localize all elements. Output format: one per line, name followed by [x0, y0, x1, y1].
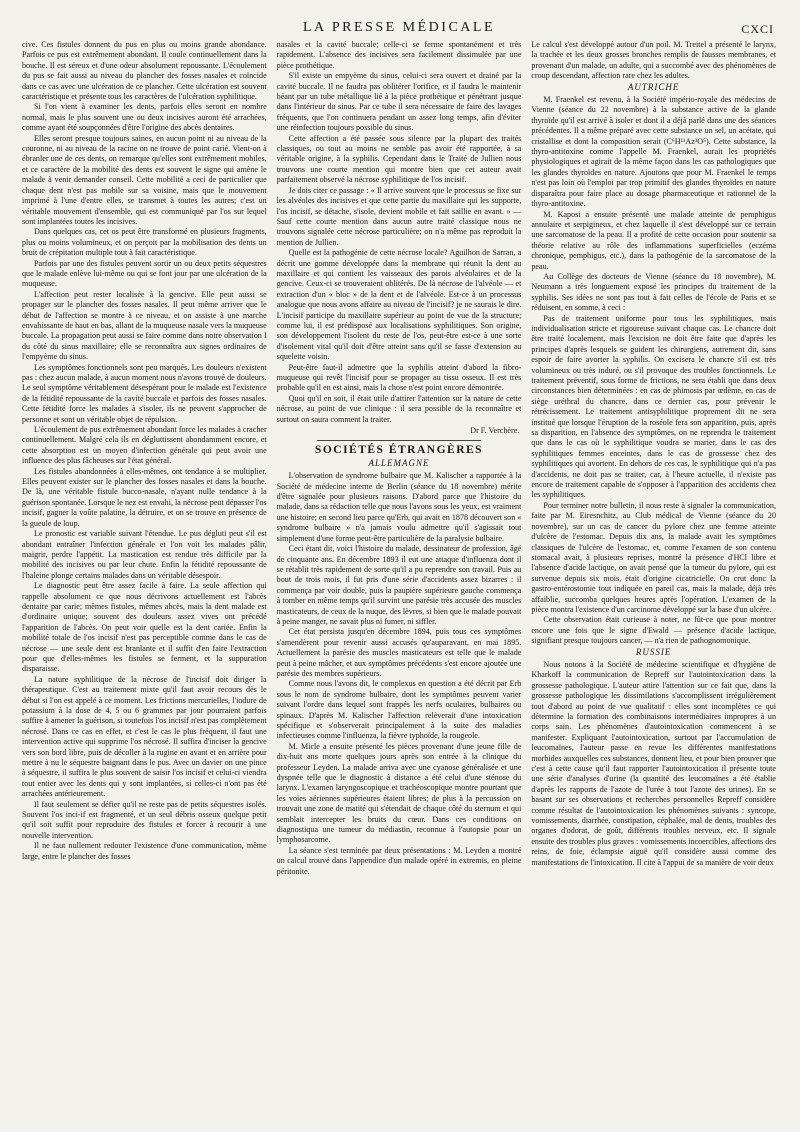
paragraph: L'observation de syndrome bulbaire que M. Kalischer a rapportée à la Société de médecine interne de Berlin (séance du 18 novembre) mérite d'être signalée pour plusieurs raisons. D'abord parce que l'histoire du malade, dans sa rédaction telle que nous l'avons sous les yeux, est vraiment une histoire; en second lieu parce qu'Erb, qui avait en 1878 découvert son « syndrome bulbaire » n'a jamais voulu admettre qu'il s'agissait tout simplement d'une forme peut-être particulière de la paralysie bulbaire. [276, 471, 522, 543]
paragraph: Il ne faut nullement redouter l'existence d'une communication, même large, entre le plancher des fosses [22, 841, 267, 861]
paragraph: Les symptômes fonctionnels sont peu marqués. Les douleurs n'existent pas : chez aucun malade, à aucun moment nous n'avons trouvé de douleurs. Le seul symptôme véritablement désespérant pour le malade est l'existence de la fétidité repoussante de la cavité buccale et parfois des fosses nasales. Cette fétidité force les malades à s'isoler, ils ne peuvent s'approcher de personne et sont un véritable objet de répulsion. [22, 362, 267, 424]
column-2 [277, 40, 522, 1120]
journal-title: LA PRESSE MÉDICALE [302, 20, 495, 35]
paragraph: L'écoulement de pus extrêmement abondant force les malades à cracher continuellement. Malgré cela ils en dégluttissent abondamment encore, et cette absorption est un moyen d'infection générale qui peut avoir une influence des plus fâcheuses sur l'état général. [22, 425, 267, 466]
section-divider [317, 440, 482, 441]
subsection-autriche: AUTRICHE [627, 81, 680, 92]
paragraph: Cette affection a été passée sous silence par la plupart des traités classiques, ou tout au moins ne semble pas avoir été rapportée, à sa véritable origine, à la syphilis. Cependant dans le Traité de Jullien nous trouvons une courte mention qui montre bien que cet auteur avait parfaitement observé la nécrose syphilitique de l'os incisif. [276, 133, 522, 185]
paragraph: Si l'on vient à examiner les dents, parfois elles seront en nombre normal, mais le plus souvent une ou deux incisives auront été arrachées, comme ayant été soupçonnées d'être l'origine des abcès dentaires. [22, 102, 267, 133]
paragraph: Nous notons à la Société de médecine scientifique et d'hygiène de Kharkoff la communication de Repreff sur l'autointoxication dans la grossesse pathologique. L'auteur attire l'attention sur ce fait que, dans la grossesse pathologique les dissimilations s'accomplissent irrégulièrement tout d'abord au point de vue qualitatif : elles sont incomplètes ce qui détermine la formation des combinaisons intermédiaires impropres à un corps sain. Les phénomènes d'autointoxication commencent à se manifester. Expliquant l'autointoxication, surtout par l'accumulation de leucomaïnes, l'auteur passe en revue les différentes manifestations morbides auxquelles ces substances, donnent lieu, et pour bien prouver que c'est à cette cause qu'il faut rapporter l'autointoxication il présente toute une série d'analyses d'urine (la quantité des leucomaïnes a été établie d'après les rapports de l'azote de l'urée à tout l'azote des urines). En se basant sur ses observations et recherches personnelles Repreff considère comme résultat de l'autointoxication les phénomènes suivants : syncope, vomissements, diarrhée, constipation, céphalée, mal de dents, troubles des organes d'odorat, de goût, différents troubles nerveux, etc. Il signale ensuite des troubles plus graves : vomissements incoercibles, affections des reins, de foie, éclampsie aiguë qu'il considère aussi comme des manifestations de l'intoxication. Il cite à l'appui de sa manière de voir deux [531, 659, 777, 867]
section-title-societes: SOCIÉTÉS ÉTRANGÈRES [314, 444, 484, 457]
paragraph: Ceci étant dit, voici l'histoire du malade, dessinateur de profession, âgé de cinquante ans. En décembre 1893 il eut une attaque d'influenza dont il se rétablit très rapidement de sorte qu'il a pu reprendre son travail. Puis au bout de trois mois, il fut pris d'une série d'accidents assez bizarres : il commença par voir double, puis la paupière supérieure gauche commença à tomber en même temps qu'il survint une parésie très accusée des muscles masticateurs, de ceux de la nuque, des lèvres, si bien que le malade pouvait à peine manger, ne savait plus ni fumer, ni siffler. [276, 544, 522, 626]
paragraph: M. Kaposi a ensuite présenté une malade atteinte de pemphigus annulaire et serpigineux, et chez laquelle il s'est développé sur ce terrain une sarcomatose de la peau. Il a profité de cette occasion pour soutenir sa théorie relative au rôle des inflammations superficielles (eczéma chronique, pemphigus, etc.), dans la pathogénie de la sarcomatose de la peau. [531, 209, 777, 271]
paragraph: Quelle est la pathogénie de cette nécrose locale? Aguilhon de Sarran, a décrit une gomme développée dans la membrane qui réunit la dent au maxillaire et qui contient les vaisseaux des parois alvéolaires et de la gencive. Ceux-ci se trouveraient oblitérés. De là nécrose de l'alvéole — et extraction d'un « bloc » de la dent et de l'alvéole. Est-ce à un processus analogue que nous avons affaire au niveau de l'incisif? je ne saurais le dire. L'incisif participe du maxillaire supérieur au point de vue de la structure; comme lui, il est prédisposé aux localisations syphilitiques. Son origine, son développement l'isolent du reste de l'os, peut-être est-ce à une sorte d'isolement vital qu'il doit d'être atteint sans qu'il se fasse d'extension au squelette voisin. [276, 248, 522, 362]
column-3 [531, 40, 776, 1120]
subsection-allemagne: ALLEMAGNE [368, 457, 430, 468]
paragraph: cive. Ces fistules donnent du pus en plus ou moins grande abondance. Parfois ce pus est extrêmement abondant. Il coule continuellement dans la bouche. Il est séreux et d'une odeur absolument repoussante. L'écoulement du pus se fait aussi au niveau du plancher des fosses nasales et coïncide dans ce cas avec une ulcération de ce plancher. Cette ulcération est souvent caractéristique et présente tous les caractères de l'ulcération syphilitique. [22, 40, 267, 102]
paragraph: S'il existe un empyème du sinus, celui-ci sera ouvert et drainé par la cavité buccale. Il ne faudra pas oblitérer l'orifice, et il faudra le maintenir béant par un tube métallique lié à la pièce prothétique et pénétrant jusque dans l'intérieur du sinus. Par ce tube il sera nécessaire de faire des lavages fréquents, que l'on continuera pendant un assez long temps, afin d'éviter une réinfection toujours possible du sinus. [276, 71, 522, 133]
paragraph: Le diagnostic peut être assez facile à faire. La seule affection qui rappelle absolument ce que nous décrivons actuellement est l'abcès dentaire par carie; mêmes fistules, mêmes abcès, mais la dent malade est d'ordinaire unique; souvent des douleurs assez vives ont précédé l'apparition de l'abcès. On peut voir quelle est la dent cariée. Enfin la mobilité totale de l'os incisif n'est pas perceptible comme dans le cas de nécrose — une seule dent est branlante et il suffit d'en faire l'extraction pour que d'elles-mêmes les fistules se ferment, et la suppuration disparaisse. [22, 581, 267, 674]
paragraph: Parfois par une des fistules peuvent sortir un ou deux petits séquestres que le malade enlève lui-même ou qui se font jour par une ulcération de la muqueuse. [22, 258, 267, 289]
paragraph: Je dois citer ce passage : « Il arrive souvent que le processus se fixe sur les alvéoles des incisives et que cette partie du maxillaire qui les supporte, l'os incisif, se détache, s'isole, devient mobile et fait saillie en avant. » — Sauf cette courte mention dans aucun autre traité classique nous ne trouvons signalée cette nécrose particulière; on n'a même pas reproduit la mention de Jullien. [276, 185, 522, 247]
paragraph: La nature syphilitique de la nécrose de l'incisif doit diriger la thérapeutique. C'est au traitement mixte qu'il faut avoir recours dès le début si l'on est appelé à ce moment. Les frictions mercurielles, l'iodure de potassium à la dose de 4, 5 ou 6 grammes par jour pourraient parfois suffire à amener la guérison, si toutefois l'os incisif n'est pas complètement nécrosé. Dans ce cas en effet, et c'est le cas le plus fréquent, il faut une intervention active qui supprime l'os nécrosé. Il suffira d'inciser la gencive vers son bord libre, puis de décoller à la rugine en avant et en arrière pour mettre à nu le séquestre baignant dans le pus. Avec un davier on une pince à séquestre, il suffira le plus souvent de saisir l'os incisif et celui-ci viendra tout entier avec les dents qui y sont implantées, si celles-ci n'ont pas été arrachées antérieurement. [22, 674, 267, 799]
text-columns [22, 40, 776, 1120]
paragraph: La séance s'est terminée par deux présentations : M. Leyden a montré un calcul trouvé dans l'appendice d'un malade opéré in extremis, en pleine péritonite. [276, 845, 522, 876]
page-header [22, 0, 776, 40]
column-1 [22, 40, 267, 1120]
page-number: CXCI [741, 22, 774, 36]
paragraph: Peut-être faut-il admettre que la syphilis atteint d'abord la fibro-muqueuse qui revêt l'incisif pour se propager au tissu osseux. Il est très probable qu'il en est ainsi, mais la chose n'est point encore démontrée. [276, 362, 522, 393]
paragraph: Quoi qu'il en soit, il était utile d'attirer l'attention sur la nature de cette nécrose, au point de vue clinique : il sera possible de la reconnaître et surtout on saura comment la traiter. [276, 393, 522, 424]
paragraph: Au Collège des docteurs de Vienne (séance du 18 novembre), M. Neumann a très longuement exposé les principes du traitement de la syphilis. Ses idées ne sont pas tout à fait celles de l'école de Paris et se réduisent, en somme, à ceci : [531, 271, 777, 313]
paragraph: M. Micle a ensuite présenté les pièces provenant d'une jeune fille de dix-huit ans morte quelques jours après son entrée à la clinique du professeur Leyden. La malade arriva avec une cyanose généralisée et une dyspnée telle que le diagnostic à distance a été celui d'une sténose du larynx. L'examen laryngoscopique et trachéoscopique montre pourtant que les voies aériennes supérieures étaient libres; de plus à la percussion on trouvait une zone de matité qui s'étendait de chaque côté du sternum et qui semblait intercepter les bruits du cœur. Dans ces conditions on diagnostiqua une tumeur du médiastin, reconnue à l'autopsie pour un lymphosarcome. [276, 741, 522, 845]
paragraph: M. Fraenkel est revenu, à la Société império-royale des médecins de Vienne (séance du 22 novembre) à la substance active de la glande thyroïde qu'il est arrivé à isoler et dont il a déjà parlé dans une des séances précédentes. Il a même préparé avec cette substance un sel, un acétate, qui cristallise et dont la composition serait (C⁶H¹¹Az³O⁵). Cette substance, la thyro-antitoxine comme l'appelle M. Fraenkel, aurait les propriétés physiologiques et agirait de la même façon dans les cas pathologiques que les glandes thyroïdes en nature. Ajoutons que pour M. Fraenkel le temps n'est pas loin où l'emploi par trop primitif des glandes thyroïdes en nature disparaîtra pour faire place au dosage pharmaceutique et rationnel de la thyro-antitoxine. [531, 95, 777, 209]
paragraph: Elles seront presque toujours saines, en aucun point ni au niveau de la couronne, ni au niveau de la racine on ne trouve de point carié. Vient-on à ébranler une de ces dents, on remarque qu'elles sont extrêmement mobiles, et ce caractère de la mobilité des dents est souvent le signe qui amène le malade à venir demander conseil. Cette mobilité a ceci de particulier que chaque dent n'est pas mobile sur sa voisine, mais que le mouvement imprimé à l'une d'entre elles, se transmet à toutes les autres; c'est un véritable mouvement d'ensemble, qui est communiqué par l'os sur lequel sont implantées toutes les incisives. [22, 133, 267, 226]
subsection-russie: RUSSIE [635, 646, 672, 657]
paragraph: Comme nous l'avons dit, le complexus en question a été décrit par Erb sous le nom de syndrome bulbaire, dont les symptômes peuvent varier suivant l'ordre dans lequel sont frappés les nerfs oculaires, bulbaires ou spinaux. D'après M. Kalischer l'affection relèverait d'une intoxication spécifique et s'observerait principalement à la suite des maladies infectieuses comme l'influenza, la fièvre typhoïde, la rougeole. [276, 679, 522, 741]
paragraph: Cette observation était curieuse à noter, ne fût-ce que pour montrer encore une fois que le signe d'Ewald — présence d'acide lactique, signifiant presque toujours cancer, — n'a rien de pathognomonique. [531, 615, 777, 646]
paragraph: Le pronostic est variable suivant l'étendue. Le pus dégluti peut s'il est abondant entraîner l'infection générale et l'on voit les malades pâlir, maigrir, perdre l'appétit. La mastication est rendue très difficile par la mobilité des incisives ou par leur chute. Enfin la fétidité repoussante de l'haleine plonge certains malades dans un véritable désespoir. [22, 529, 267, 580]
paragraph: Le calcul s'est développé autour d'un poil. M. Treitel a présenté le larynx, la trachée et les deux grosses bronches remplis de fausses membranes, et provenant d'un malade, un adulte, qui a succombé avec des phénomènes de croup descendant, affection rare chez les adultes. [531, 40, 777, 81]
paragraph: Pour terminer notre bulletin, il nous reste à signaler la communication, faite par M. Eiresnchitz, au Club médical de Vienne (séance du 20 novembre), sur un cas de cancer du pylore chez une femme atteinte d'ulcère de l'estomac. Depuis dix ans, la malade avait les symptômes classiques de l'ulcère de l'estomac, et, comme l'examen de son contenu stomacal avait, à plusieurs reprises, montré la présence d'HCl libre et l'absence d'acide lactique, on avait pensé que la tumeur du pylore, qui est survenue depuis six mois, était d'origine cicatricielle. On crut donc la gastro-entérostomie tout indiquée en pareil cas, mais la malade, déjà très affaiblie, succomba quelques heures après l'opération. L'examen de la pièce montra l'existence d'un carcinome développé sur la base d'un ulcère. [531, 500, 777, 614]
paragraph: Il faut seulement se défier qu'il ne reste pas de petits séquestres isolés. Souvent l'os inci-if est fragmenté, et un seul débris osseux quelque petit qu'il soit suffit pour reproduire des fistules et forcer à recourir à une nouvelle intervention. [22, 799, 267, 840]
author-signature: Dr F. Verchère. [470, 426, 520, 436]
paragraph: nasales et la cavité buccale; celle-ci se ferme spontanément et très rapidement. L'absence des incisives sera facilement dissimulée par une pièce prothétique. [276, 40, 522, 70]
paragraph: Les fistules abandonnées à elles-mêmes, ont tendance à se multiplier. Elles peuvent exister sur le plancher des fosses nasales et dans la bouche. De là, une véritable fistule bucco-nasale, n'ayant nulle tendance à la guérison spontanée. Lorsque le nez est envahi, la nécrose peut dépasser l'os incisif, gagner la voûte palatine, la détruire, et on se trouve en présence de la gueule de loup. [22, 466, 267, 528]
paragraph: Cet état persista jusqu'en décembre 1894, puis tous ces symptômes s'amendèrent pour revenir aussi accusés qu'auparavant, en mai 1895. Actuellement la parésie des muscles masticateurs est telle que le malade peut à peine mâcher, et aux symptômes précédents s'est encore ajoutée une parésie des membres supérieurs. [276, 627, 522, 678]
paragraph: Pas de traitement uniforme pour tous les syphilitiques, mais individualisation stricte et rigoureuse suivant chaque cas. Le chancre doit être traité localement, mais l'excision ne doit être faite que d'après les principes d'après lesquels se guident les chirurgiens, autrement dit, sans espoir de faire avorter la syphilis. On excisera le chancre s'il est très volumineux ou très induré, ou s'il provoque des troubles fonctionnels. Le traitement préventif, sous forme de frictions, ne sera établi que dans deux circonstances bien déterminées : en cas de phimosis par œdème, en cas de siège uréthral du chancre, dans ce dernier cas, pour prévenir le rétrécissement. Le traitement antisyphilitique proprement dit ne sera institué que lorsque l'éruption de la roséole fera son apparition, puis, après sa disparition, en l'absence des symptômes, on ne reprendra le traitement que dans le cas où le syphilitique voudra se marier, dans le cas des syphilitiques femmes enceintes, dans le cas de grossesse chez des syphilitiques qui avortent. En dehors de ces cas, le syphilitique qui n'a pas d'accidents, ne doit pas se traiter, car, à l'heure actuelle, il n'existe pas encore de traitement capable de s'opposer à l'apparition des accidents chez les syphilitiques. [531, 313, 777, 500]
paragraph: Dans quelques cas, cet os peut être transformé en plusieurs fragments, plus ou moins volumineux, et on perçoit par la mobilisation des dents un bruit de crépitation multiple tout à fait caractéristique. [22, 227, 267, 258]
paragraph: L'affection peut rester localisée à la gencive. Elle peut aussi se propager sur le plancher des fosses nasales. Il peut même arriver que le début de l'affection se montre à ce niveau, et on assiste à une marche envahissante de haut en bas, allant de la muqueuse nasale vers la muqueuse buccale. La propagation peut aussi se faire comme dans notre observation I du côté du sinus maxillaire; elle se reconnaîtra aux signes ordinaires de l'empyème du sinus. [22, 289, 267, 362]
